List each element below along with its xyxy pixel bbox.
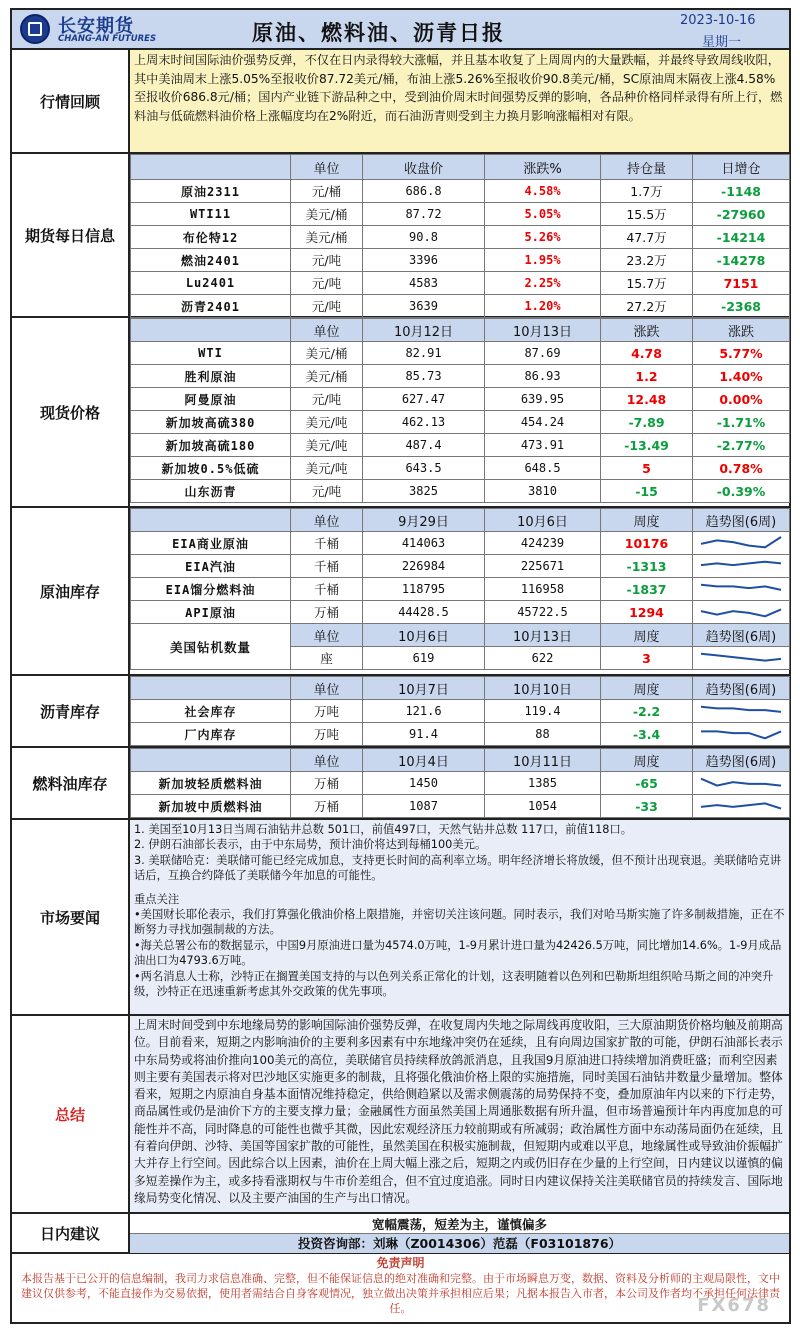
table-header-row	[131, 509, 790, 532]
asphalt-stock-section	[12, 676, 789, 748]
asphalt-stock-table	[130, 676, 790, 746]
price-day1: 462.13	[363, 411, 485, 434]
unit: 座	[291, 647, 363, 670]
section-label: 总结	[12, 1016, 130, 1212]
column-header: 涨跌	[693, 319, 790, 342]
news-line: •海关总署公布的数据显示，中国9月原油进口量为4574.0万吨，1-9月累计进口量为42426.5万吨，同比增加14.6%。1-9月成品油出口为4793.6万吨。	[134, 938, 782, 968]
news-line: 3. 美联储哈克：美联储可能已经完成加息，支持更长时间的高利率立场。明年经济增长将放缓，但不预计出现衰退。美联储哈克讲话后，互换合约降低了美联储今年加息的可能性。	[134, 853, 782, 883]
news-line: •两名消息人士称，沙特正在搁置美国支持的与以色列关系正常化的计划，这表明随着以色列和巴勒斯坦组织哈马斯之间的冲突升级，沙特正在迅速重新考虑其外交政策的优先事项。	[134, 969, 774, 999]
news-line	[134, 884, 785, 892]
column-header	[131, 155, 291, 180]
trend-sparkline	[699, 703, 783, 719]
column-header: 趋势图(6周)	[693, 677, 790, 700]
trend-line	[701, 731, 781, 738]
price-day1: 643.5	[363, 457, 485, 480]
unit: 万吨	[291, 700, 363, 723]
value-week1: 414063	[363, 532, 485, 555]
table-row	[131, 700, 790, 723]
trend-chart-cell	[693, 723, 790, 746]
value-week1: 1450	[363, 772, 485, 795]
unit: 万桶	[291, 601, 363, 624]
trend-chart-cell	[693, 578, 790, 601]
column-header: 趋势图(6周)	[693, 624, 790, 647]
company-logo-icon	[20, 14, 50, 44]
item-name: 厂内库存	[131, 723, 291, 746]
price-day1: 487.4	[363, 434, 485, 457]
oi-change: -14278	[693, 249, 790, 272]
value-week2: 225671	[485, 555, 601, 578]
table-row	[131, 388, 790, 411]
trend-line	[701, 562, 781, 565]
news-line: 重点关注	[134, 892, 180, 906]
column-header: 涨跌%	[485, 155, 601, 180]
trend-sparkline	[699, 798, 783, 814]
column-header	[131, 749, 291, 772]
close-price: 3396	[363, 249, 485, 272]
product-name: 阿曼原油	[131, 388, 291, 411]
table-row	[131, 342, 790, 365]
price-change-percent: -2.77%	[693, 434, 790, 457]
news-line: •美国财长耶伦表示，我们打算强化俄油价格上限措施，并密切关注该问题。同时表示，我们对哈马斯实施了许多制裁措施，正在不断努力寻找加强制裁的方法。	[134, 908, 785, 937]
column-header: 10月13日	[485, 624, 601, 647]
trend-sparkline	[699, 650, 783, 666]
value-week1: 1087	[363, 795, 485, 818]
table-row	[131, 411, 790, 434]
price-day1: 85.73	[363, 365, 485, 388]
price-day2: 87.69	[485, 342, 601, 365]
trend-chart-cell	[693, 795, 790, 818]
logo-name-en: CHANG-AN FUTURES	[58, 34, 157, 44]
report-date: 2023-10-16	[680, 13, 756, 28]
price-change: -13.49	[601, 434, 693, 457]
section-label: 市场要闻	[12, 820, 130, 1014]
logo-name-cn: 长安期货	[58, 16, 134, 37]
oi-change: -1148	[693, 180, 790, 203]
unit: 元/桶	[291, 180, 363, 203]
section-label: 沥青库存	[12, 676, 130, 746]
product-name: 新加坡高硫380	[131, 411, 291, 434]
unit: 千桶	[291, 555, 363, 578]
rig-header-row	[131, 624, 790, 647]
column-header: 周度	[601, 677, 693, 700]
price-change: 5	[601, 457, 693, 480]
change-percent: 2.25%	[485, 272, 601, 295]
close-price: 3639	[363, 295, 485, 318]
table-row	[131, 226, 790, 249]
unit: 美元/吨	[291, 457, 363, 480]
column-header: 收盘价	[363, 155, 485, 180]
trend-line	[701, 585, 781, 590]
trend-sparkline	[699, 581, 783, 597]
section-label: 期货每日信息	[12, 154, 130, 316]
contract-name: 沥青2401	[131, 295, 291, 318]
unit: 美元/桶	[291, 342, 363, 365]
unit: 千桶	[291, 578, 363, 601]
close-price: 90.8	[363, 226, 485, 249]
item-name: EIA商业原油	[131, 532, 291, 555]
column-header: 趋势图(6周)	[693, 509, 790, 532]
value-week2: 116958	[485, 578, 601, 601]
table-row	[131, 457, 790, 480]
table-row	[131, 578, 790, 601]
table-row	[131, 272, 790, 295]
table-row	[131, 249, 790, 272]
market-review-text: 上周末时间国际油价强势反弹，不仅在日内录得较大涨幅，并且基本收复了上周周内的大量跌幅，并最终导致周线收阳，其中美油周末上涨5.05%至报收价87.72美元/桶，布油上涨5.26%至报收价90.8美元/桶，SC原油周末隔夜上涨4.58%至报收价686.8元/桶；国内产业链下游品种之中，受到油价周末时间强势反弹的影响，各品种价格同样录得有所上行，燃料油与低硫燃料油价格上涨幅度均在2%附近，而石油沥青则受到主力换月影响涨幅相对有限。	[130, 50, 789, 152]
unit: 万桶	[291, 795, 363, 818]
value-week1: 44428.5	[363, 601, 485, 624]
news-line: 1. 美国至10月13日当周石油钻井总数 501口，前值497口，天然气钻井总数 117口，前值118口。	[134, 823, 633, 836]
product-name: 胜利原油	[131, 365, 291, 388]
close-price: 87.72	[363, 203, 485, 226]
table-header-row	[131, 677, 790, 700]
weekly-change: -1837	[601, 578, 693, 601]
trend-sparkline	[699, 604, 783, 620]
section-label: 原油库存	[12, 508, 130, 674]
weekly-change: -65	[601, 772, 693, 795]
column-header: 9月29日	[363, 509, 485, 532]
price-change: -15	[601, 480, 693, 503]
column-header	[131, 319, 291, 342]
report-header	[12, 10, 789, 50]
trend-line	[701, 779, 781, 786]
advice-strategy: 宽幅震荡，短差为主，谨慎偏多	[130, 1215, 789, 1234]
close-price: 4583	[363, 272, 485, 295]
column-header: 10月6日	[485, 509, 601, 532]
table-row	[131, 295, 790, 318]
oi-change: -14214	[693, 226, 790, 249]
news-line: 2. 伊朗石油部长表示，由于中东局势，预计油价将达到每桶100美元。	[134, 838, 487, 852]
section-label: 现货价格	[12, 318, 130, 506]
market-review-section	[12, 50, 789, 154]
column-header: 周度	[601, 509, 693, 532]
price-change-percent: 0.78%	[693, 457, 790, 480]
unit: 美元/桶	[291, 203, 363, 226]
value-week1: 121.6	[363, 700, 485, 723]
change-percent: 4.58%	[485, 180, 601, 203]
unit: 美元/吨	[291, 434, 363, 457]
price-change-percent: -1.71%	[693, 411, 790, 434]
trend-chart-cell	[693, 647, 790, 670]
change-percent: 1.20%	[485, 295, 601, 318]
unit: 美元/吨	[291, 411, 363, 434]
section-label: 燃料油库存	[12, 748, 130, 818]
table-header-row	[131, 319, 790, 342]
value-week1: 91.4	[363, 723, 485, 746]
rig-count-name: 美国钻机数量	[131, 624, 291, 670]
contract-name: 原油2311	[131, 180, 291, 203]
price-day1: 627.47	[363, 388, 485, 411]
value-week2: 1385	[485, 772, 601, 795]
change-percent: 5.05%	[485, 203, 601, 226]
column-header: 单位	[291, 624, 363, 647]
weekly-change: 1294	[601, 601, 693, 624]
column-header: 单位	[291, 677, 363, 700]
weekly-change: -1313	[601, 555, 693, 578]
item-name: 新加坡轻质燃料油	[131, 772, 291, 795]
spot-table	[130, 318, 790, 503]
disclaimer	[12, 1256, 789, 1316]
weekly-change: -3.4	[601, 723, 693, 746]
column-header: 周度	[601, 749, 693, 772]
item-name: 社会库存	[131, 700, 291, 723]
column-header: 单位	[291, 509, 363, 532]
oi-change: 7151	[693, 272, 790, 295]
unit: 美元/桶	[291, 365, 363, 388]
unit: 元/吨	[291, 295, 363, 318]
column-header: 10月12日	[363, 319, 485, 342]
disclaimer-title: 免责声明	[376, 1256, 425, 1270]
fuel-stock-section	[12, 748, 789, 820]
item-name: 新加坡中质燃料油	[131, 795, 291, 818]
item-name: EIA馏分燃料油	[131, 578, 291, 601]
open-interest: 15.5万	[601, 203, 693, 226]
column-header	[131, 677, 291, 700]
value-week2: 119.4	[485, 700, 601, 723]
price-day2: 86.93	[485, 365, 601, 388]
contract-name: 布伦特12	[131, 226, 291, 249]
summary-section	[12, 1016, 789, 1214]
futures-table	[130, 154, 790, 318]
value-week1: 226984	[363, 555, 485, 578]
weekly-change: -2.2	[601, 700, 693, 723]
column-header: 10月10日	[485, 677, 601, 700]
price-day2: 639.95	[485, 388, 601, 411]
report-weekday: 星期一	[702, 35, 742, 50]
open-interest: 1.7万	[601, 180, 693, 203]
value-week2: 88	[485, 723, 601, 746]
contract-name: 燃油2401	[131, 249, 291, 272]
value-week2: 424239	[485, 532, 601, 555]
table-row	[131, 365, 790, 388]
table-row	[131, 772, 790, 795]
price-change-percent: 0.00%	[693, 388, 790, 411]
contract-name: WTI11	[131, 203, 291, 226]
price-day1: 82.91	[363, 342, 485, 365]
trend-line	[701, 803, 781, 808]
price-day2: 3810	[485, 480, 601, 503]
column-header: 涨跌	[601, 319, 693, 342]
price-change-percent: 1.40%	[693, 365, 790, 388]
table-row	[131, 795, 790, 818]
close-price: 686.8	[363, 180, 485, 203]
disclaimer-text: 本报告基于已公开的信息编制，我司力求信息准确、完整，但不能保证信息的绝对准确和完整。由于市场瞬息万变，数据、资料及分析师的主观局限性，文中建议仅供参考，不能直接作为交易依据，使用者需结合自身客观情况，独立做出决策并承担相应后果；凡据本报告入市者，本公司及作者均不承担任何法律责任。	[21, 1272, 780, 1315]
oi-change: -2368	[693, 295, 790, 318]
price-change: -7.89	[601, 411, 693, 434]
price-day2: 648.5	[485, 457, 601, 480]
unit: 元/吨	[291, 388, 363, 411]
column-header: 周度	[601, 624, 693, 647]
product-name: WTI	[131, 342, 291, 365]
table-row	[131, 203, 790, 226]
trend-chart-cell	[693, 555, 790, 578]
column-header: 单位	[291, 155, 363, 180]
section-label: 行情回顾	[12, 50, 130, 152]
advice-section	[12, 1214, 789, 1254]
weekly-change: -33	[601, 795, 693, 818]
value-week1: 619	[363, 647, 485, 670]
watermark: FX678	[697, 1295, 771, 1316]
open-interest: 47.7万	[601, 226, 693, 249]
product-name: 山东沥青	[131, 480, 291, 503]
trend-line	[701, 537, 781, 547]
summary-text: 上周末时间受到中东地缘局势的影响国际油价强势反弹，在收复周内失地之际周线再度收阳，三大原油期货价格均触及前期高位。目前看来，短期之内影响油价的主要利多因素有中东地缘冲突仍在延续，且有向周边国家扩散的可能，伊朗石油部长表示中东局势或将油价推向100美元的高位，美联储官员持续释放鸽派消息，且我国9月原油进口持续增加消费旺盛；而利空因素则主要有美国表示将对巴沙地区实施更多的制裁，且将强化俄油价格上限的实施措施，同时美国石油钻井数量少量增加。整体看来，短期之内原油自身基本面情况维持稳定，供给侧趋紧以及需求侧震荡的局势保持不变，叠加原油年内以来的下行走势，商品属性或仍是油价下方的主要支撑力量；金融属性方面虽然美国上周通胀数据有所升温，但市场普遍预计年内再度加息的可能性并不高，同时降息的可能性也微乎其微，因此宏观经济压力较前期或有所减弱；政治属性方面中东动荡局面仍在延续，且有着向伊朗、沙特、美国等国家扩散的可能性，虽然美国在积极实施制裁，但短期内或难以平息，地缘属性或导致油价振幅扩大并存上行空间。因此综合以上因素，油价在上周大幅上涨之后，短期之内或仍旧存在少量的上行空间，日内建议以谨慎的偏多短差操作为主，或多持看涨期权与牛市价差组合，但不宜过度追涨。同时日内建议保持关注美联储官员的持续发言、国际地缘局势变化情况、以及主要产油国的生产与出口情况。	[130, 1016, 789, 1212]
news-content	[130, 820, 789, 1014]
crude-stock-section	[12, 508, 789, 676]
product-name: 新加坡高硫180	[131, 434, 291, 457]
unit: 元/吨	[291, 272, 363, 295]
weekly-change: 3	[601, 647, 693, 670]
trend-line	[701, 609, 781, 616]
price-change: 1.2	[601, 365, 693, 388]
column-header: 10月11日	[485, 749, 601, 772]
product-name: 新加坡0.5%低硫	[131, 457, 291, 480]
unit: 万桶	[291, 772, 363, 795]
price-change-percent: 5.77%	[693, 342, 790, 365]
price-day2: 473.91	[485, 434, 601, 457]
news-section	[12, 820, 789, 1016]
contract-name: Lu2401	[131, 272, 291, 295]
spot-section	[12, 318, 789, 508]
column-header: 10月7日	[363, 677, 485, 700]
column-header: 单位	[291, 319, 363, 342]
trend-chart-cell	[693, 700, 790, 723]
advice-analysts: 投资咨询部：刘琳（Z0014306）范磊（F03101876）	[130, 1234, 789, 1253]
report-page	[10, 8, 791, 1324]
table-row	[131, 434, 790, 457]
trend-sparkline	[699, 775, 783, 791]
unit: 元/吨	[291, 249, 363, 272]
table-row	[131, 723, 790, 746]
price-change: 4.78	[601, 342, 693, 365]
open-interest: 15.7万	[601, 272, 693, 295]
trend-line	[701, 707, 781, 712]
unit: 千桶	[291, 532, 363, 555]
fuel-stock-table	[130, 748, 790, 818]
column-header	[131, 509, 291, 532]
column-header: 10月4日	[363, 749, 485, 772]
value-week1: 118795	[363, 578, 485, 601]
trend-line	[701, 654, 781, 661]
open-interest: 23.2万	[601, 249, 693, 272]
column-header: 持仓量	[601, 155, 693, 180]
open-interest: 27.2万	[601, 295, 693, 318]
item-name: EIA汽油	[131, 555, 291, 578]
column-header: 单位	[291, 749, 363, 772]
column-header: 日增仓	[693, 155, 790, 180]
unit: 万吨	[291, 723, 363, 746]
oi-change: -27960	[693, 203, 790, 226]
trend-sparkline	[699, 558, 783, 574]
value-week2: 622	[485, 647, 601, 670]
trend-chart-cell	[693, 772, 790, 795]
column-header: 10月6日	[363, 624, 485, 647]
trend-sparkline	[699, 535, 783, 551]
table-row	[131, 180, 790, 203]
value-week2: 1054	[485, 795, 601, 818]
crude-stock-table	[130, 508, 790, 670]
price-change-percent: -0.39%	[693, 480, 790, 503]
table-header-row	[131, 155, 790, 180]
trend-chart-cell	[693, 601, 790, 624]
change-percent: 1.95%	[485, 249, 601, 272]
futures-section	[12, 154, 789, 318]
column-header: 10月13日	[485, 319, 601, 342]
table-row	[131, 601, 790, 624]
item-name: API原油	[131, 601, 291, 624]
trend-chart-cell	[693, 532, 790, 555]
unit: 美元/桶	[291, 226, 363, 249]
section-label: 日内建议	[12, 1214, 130, 1252]
report-title: 原油、燃料油、沥青日报	[252, 21, 505, 45]
weekly-change: 10176	[601, 532, 693, 555]
price-change: 12.48	[601, 388, 693, 411]
column-header: 趋势图(6周)	[693, 749, 790, 772]
table-header-row	[131, 749, 790, 772]
trend-sparkline	[699, 726, 783, 742]
price-day2: 454.24	[485, 411, 601, 434]
value-week2: 45722.5	[485, 601, 601, 624]
change-percent: 5.26%	[485, 226, 601, 249]
table-row	[131, 532, 790, 555]
table-row	[131, 555, 790, 578]
unit: 元/吨	[291, 480, 363, 503]
table-row	[131, 480, 790, 503]
price-day1: 3825	[363, 480, 485, 503]
